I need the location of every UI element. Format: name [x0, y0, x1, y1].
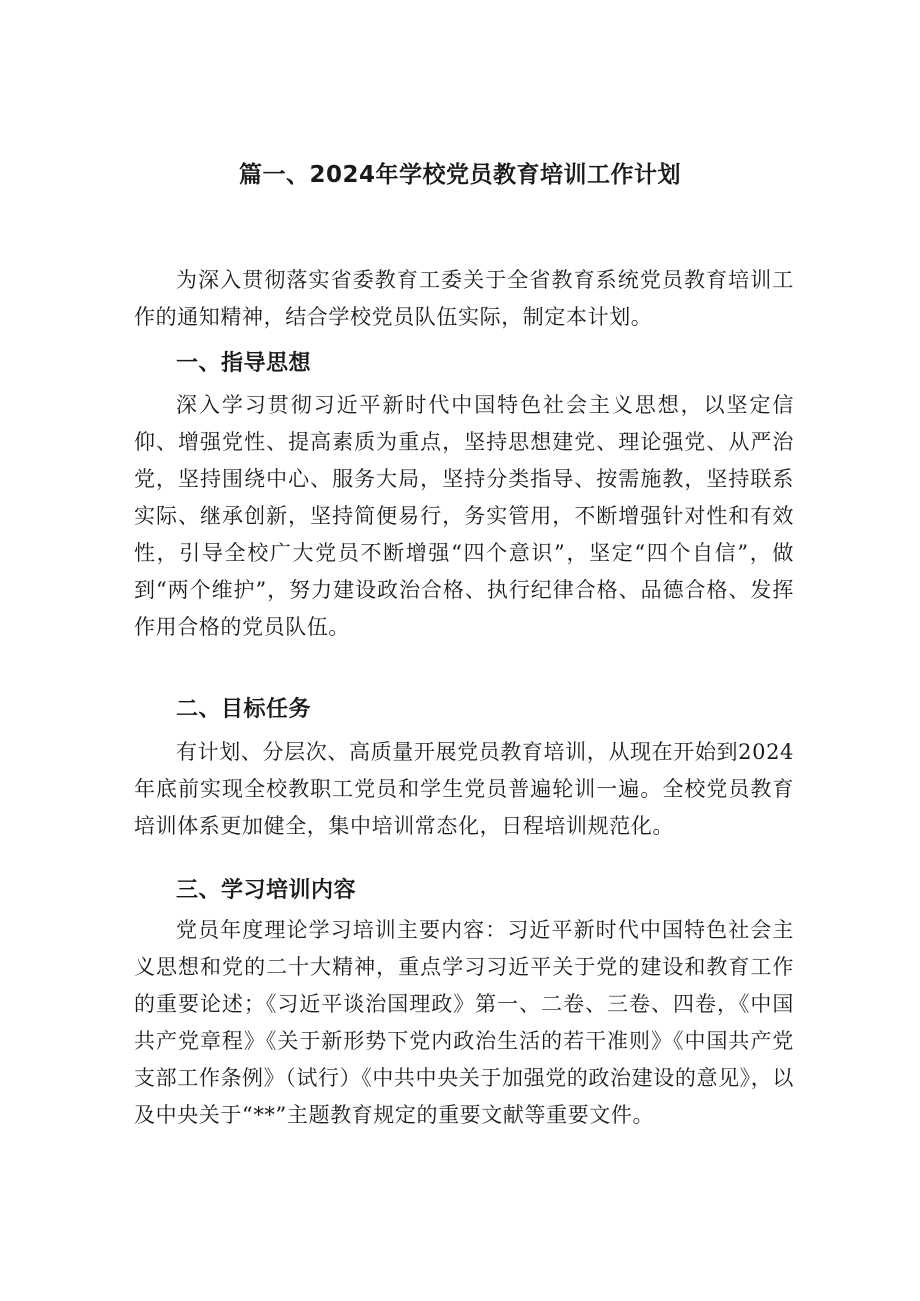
section-heading-training-content: 三、学习培训内容 — [176, 878, 357, 903]
section-body-guiding-ideology: 深入学习贯彻习近平新时代中国特色社会主义思想，以坚定信仰、增强党性、提高素质为重点，坚持思想建党、理论强党、从严治党，坚持围绕中心、服务大局，坚持分类指导、按需施教，坚持联系实际、继承创新，坚持简便易行，务实管用，不断增强针对性和有效性，引导全校广大党员不断增强“四个意识”，坚定“四个自信”，做到“两个维护”，努力建设政治合格、执行纪律合格、品德合格、发挥作用合格的党员队伍。 — [134, 393, 794, 639]
section-body-training-content: 党员年度理论学习培训主要内容：习近平新时代中国特色社会主义思想和党的二十大精神，重点学习习近平关于党的建设和教育工作的重要论述；《习近平谈治国理政》第一、二卷、三卷、四卷，《中国共产党章程》《关于新形势下党内政治生活的若干准则》《中国共产党支部工作条例》（试行）《中共中央关于加强党的政治建设的意见》，以及中央关于“**”主题教育规定的重要文献等重要文件。 — [134, 918, 794, 1127]
section-heading-goals-tasks: 二、目标任务 — [176, 697, 312, 722]
document-title: 篇一、2024年学校党员教育培训工作计划 — [238, 162, 681, 188]
intro-paragraph: 为深入贯彻落实省委教育工委关于全省教育系统党员教育培训工作的通知精神，结合学校党员队伍实际，制定本计划。 — [134, 268, 794, 329]
section-body-goals-tasks: 有计划、分层次、高质量开展党员教育培训，从现在开始到2024年底前实现全校教职工党员和学生党员普遍轮训一遍。全校党员教育培训体系更加健全，集中培训常态化，日程培训规范化。 — [134, 740, 794, 838]
section-heading-guiding-ideology: 一、指导思想 — [176, 351, 312, 376]
